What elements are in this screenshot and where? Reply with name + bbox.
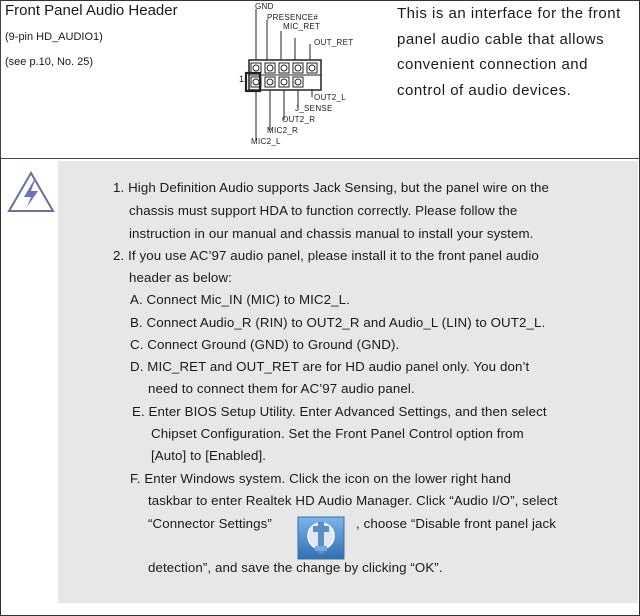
pin-label-out-ret: OUT_RET	[314, 38, 354, 47]
note-line: , choose “Disable front panel jack	[356, 516, 557, 531]
lightning-warning-icon	[6, 170, 56, 214]
note-line: Chipset Configuration. Set the Front Panel Control option from	[151, 426, 524, 441]
note-line: header as below:	[129, 270, 232, 285]
connector-settings-icon	[297, 516, 345, 560]
pin-label-presence: PRESENCE#	[267, 13, 319, 22]
section-divider	[0, 158, 640, 159]
note-line: “Connector Settings”	[148, 516, 272, 531]
header-subtitle: (9-pin HD_AUDIO1)	[5, 31, 103, 43]
description-line: panel audio cable that allows	[397, 30, 605, 48]
page-reference: (see p.10, No. 25)	[5, 56, 94, 68]
pin-label-mic2-l: MIC2_L	[251, 137, 281, 146]
note-line: taskbar to enter Realtek HD Audio Manager. Click “Audio I/O”, select	[148, 493, 558, 508]
description	[397, 1, 637, 103]
section-title: Front Panel Audio Header	[5, 2, 178, 19]
pin-label-out2-l: OUT2_L	[314, 93, 347, 102]
note-line: 2. If you use AC’97 audio panel, please install it to the front panel audio	[113, 248, 539, 263]
pin-label-gnd: GND	[255, 2, 274, 11]
pin-header-diagram	[230, 0, 390, 156]
description-line: convenient connection and	[397, 56, 588, 73]
description-line: control of audio devices.	[397, 81, 572, 99]
note-line: 1. High Definition Audio supports Jack Sensing, but the panel wire on the	[113, 180, 550, 195]
note-line: C. Connect Ground (GND) to Ground (GND).	[130, 337, 400, 352]
pin-label-out2-r: OUT2_R	[282, 115, 316, 124]
left-border	[0, 0, 1, 158]
note-line: need to connect them for AC’97 audio panel.	[148, 381, 415, 396]
note-line: B. Connect Audio_R (RIN) to OUT2_R and Audio_L (LIN) to OUT2_L.	[130, 315, 546, 330]
note-line: D. MIC_RET and OUT_RET are for HD audio panel only. You don’t	[130, 359, 530, 374]
note-line: chassis must support HDA to function correctly. Please follow the	[129, 203, 518, 218]
note-line: A. Connect Mic_IN (MIC) to MIC2_L.	[130, 292, 350, 307]
note-line: detection”, and save the change by clicking “OK”.	[148, 560, 443, 575]
pin-label-mic2-r: MIC2_R	[267, 126, 299, 135]
pin-label-mic-ret: MIC_RET	[283, 22, 321, 31]
note-line: F. Enter Windows system. Click the icon on the lower right hand	[130, 471, 511, 486]
note-line: E. Enter BIOS Setup Utility. Enter Advanced Settings, and then select	[132, 404, 547, 419]
pin-label-j-sense: J_SENSE	[295, 104, 333, 113]
description-line: This is an interface for the front	[397, 5, 621, 22]
note-line: instruction in our manual and chassis manual to install your system.	[129, 226, 534, 241]
pin-one-marker: 1	[239, 74, 245, 84]
note-line: [Auto] to [Enabled].	[151, 448, 267, 463]
